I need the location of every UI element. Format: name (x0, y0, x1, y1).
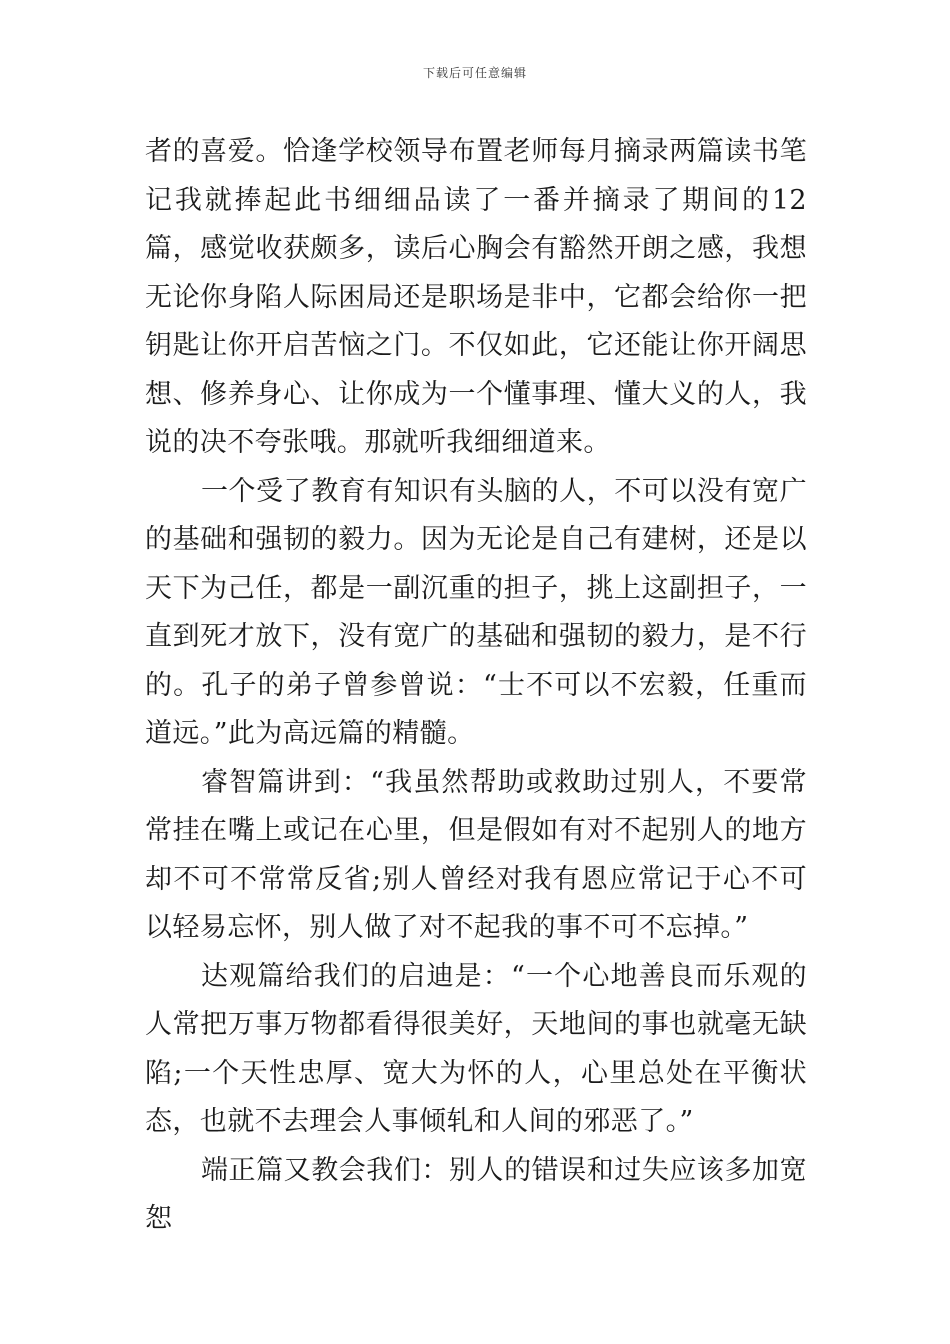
paragraph-wisdom: 睿智篇讲到：“我虽然帮助或救助过别人，不要常常挂在嘴上或记在心里，但是假如有对不起别人的地方却不可不常常反省;别人曾经对我有恩应常记于心不可以轻易忘怀，别人做了对不起我的事不可不忘掉。” (145, 766, 807, 943)
paragraph-uprightness: 端正篇又教会我们：别人的错误和过失应该多加宽恕 (145, 1154, 807, 1234)
paragraph-optimism: 达观篇给我们的启迪是：“一个心地善良而乐观的人常把万事万物都看得很美好，天地间的事也就毫无缺陷;一个天性忠厚、宽大为怀的人，心里总处在平衡状态，也就不去理会人事倾轧和人间的邪恶了。” (145, 960, 807, 1137)
paragraph-intro: 者的喜爱。恰逢学校领导布置老师每月摘录两篇读书笔记我就捧起此书细细品读了一番并摘录了期间的12篇，感觉收获颇多，读后心胸会有豁然开朗之感，我想无论你身陷人际困局还是职场是非中，它都会给你一把钥匙让你开启苦恼之门。不仅如此，它还能让你开阔思想、修养身心、让你成为一个懂事理、懂大义的人，我说的决不夸张哦。那就听我细细道来。 (145, 136, 807, 458)
page-header-note: 下载后可任意编辑 (422, 66, 527, 80)
document-body (145, 128, 807, 1244)
paragraph-lofty: 一个受了教育有知识有头脑的人，不可以没有宽广的基础和强韧的毅力。因为无论是自己有建树，还是以天下为己任，都是一副沉重的担子，挑上这副担子，一直到死才放下，没有宽广的基础和强韧的毅力，是不行的。孔子的弟子曾参曾说：“士不可以不宏毅，任重而道远。”此为高远篇的精髓。 (145, 475, 807, 749)
